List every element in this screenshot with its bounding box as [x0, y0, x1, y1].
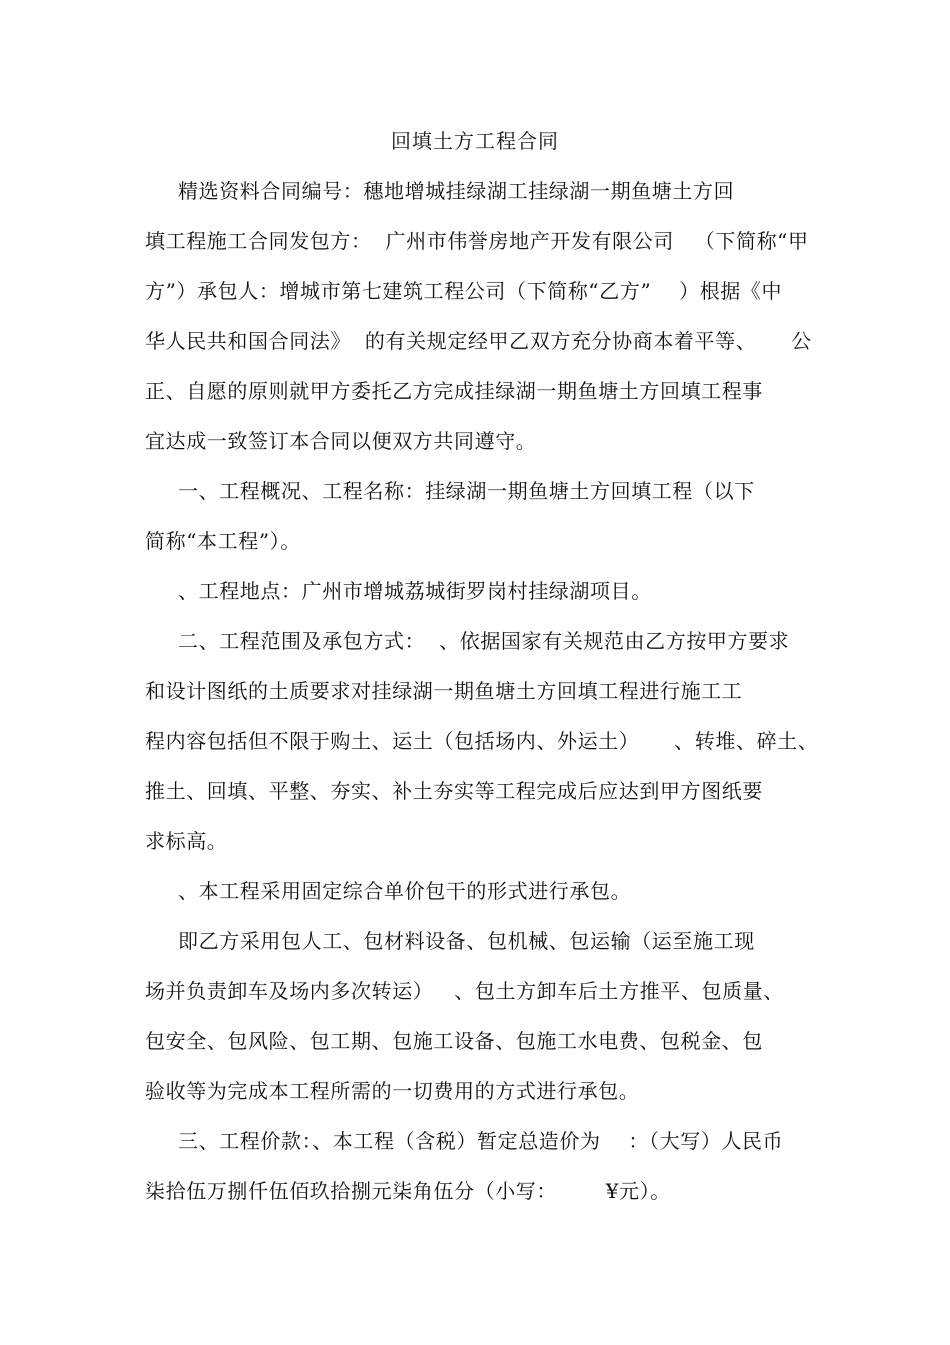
document-title: 回填土方工程合同: [391, 129, 559, 153]
paragraph-line: 验收等为完成本工程所需的一切费用的方式进行承包。: [145, 1079, 640, 1103]
paragraph-line: 求标高。: [145, 829, 228, 853]
paragraph-line: 三、工程价款：、本工程（含税）暂定总造价为 ：（大写）人民币: [178, 1129, 784, 1153]
paragraph-line: 和设计图纸的土质要求对挂绿湖一期鱼塘土方回填工程进行施工工: [145, 679, 743, 703]
paragraph-line: 包安全、包风险、包工期、包施工设备、包施工水电费、包税金、包: [145, 1029, 763, 1053]
paragraph-line: 程内容包括但不限于购土、运土（包括场内、外运土） 、转堆、碎土、: [145, 729, 819, 753]
paragraph-line: 、工程地点：广州市增城荔城街罗岗村挂绿湖项目。: [178, 579, 652, 603]
paragraph-line: 精选资料合同编号：穗地增城挂绿湖工挂绿湖一期鱼塘土方回: [178, 179, 735, 203]
paragraph-line: 柒拾伍万捌仟伍佰玖拾捌元柒角伍分（小写： ¥元）。: [145, 1179, 671, 1203]
paragraph-line: 宜达成一致签订本合同以便双方共同遵守。: [145, 429, 537, 453]
paragraph-line: 方”）承包人：增城市第七建筑工程公司（下简称“乙方” ）根据《中: [145, 279, 783, 303]
paragraph-line: 即乙方采用包人工、包材料设备、包机械、包运输（运至施工现: [178, 929, 755, 953]
paragraph-line: 填工程施工合同发包方： 广州市伟誉房地产开发有限公司 （下简称“甲: [145, 229, 809, 253]
paragraph-line: 正、自愿的原则就甲方委托乙方完成挂绿湖一期鱼塘土方回填工程事: [145, 379, 763, 403]
paragraph-line: 推土、回填、平整、夯实、补土夯实等工程完成后应达到甲方图纸要: [145, 779, 763, 803]
paragraph-line: 场并负责卸车及场内多次转运） 、包土方卸车后土方推平、包质量、: [145, 979, 784, 1003]
paragraph-line: 简称“本工程”）。: [145, 529, 301, 553]
paragraph-line: 二、工程范围及承包方式： 、依据国家有关规范由乙方按甲方要求: [178, 629, 790, 653]
paragraph-line: 华人民共和国合同法》 的有关规定经甲乙双方充分协商本着平等、 公: [145, 329, 812, 353]
paragraph-line: 一、工程概况、工程名称：挂绿湖一期鱼塘土方回填工程（以下: [178, 479, 755, 503]
paragraph-line: 、本工程采用固定综合单价包干的形式进行承包。: [178, 879, 632, 903]
